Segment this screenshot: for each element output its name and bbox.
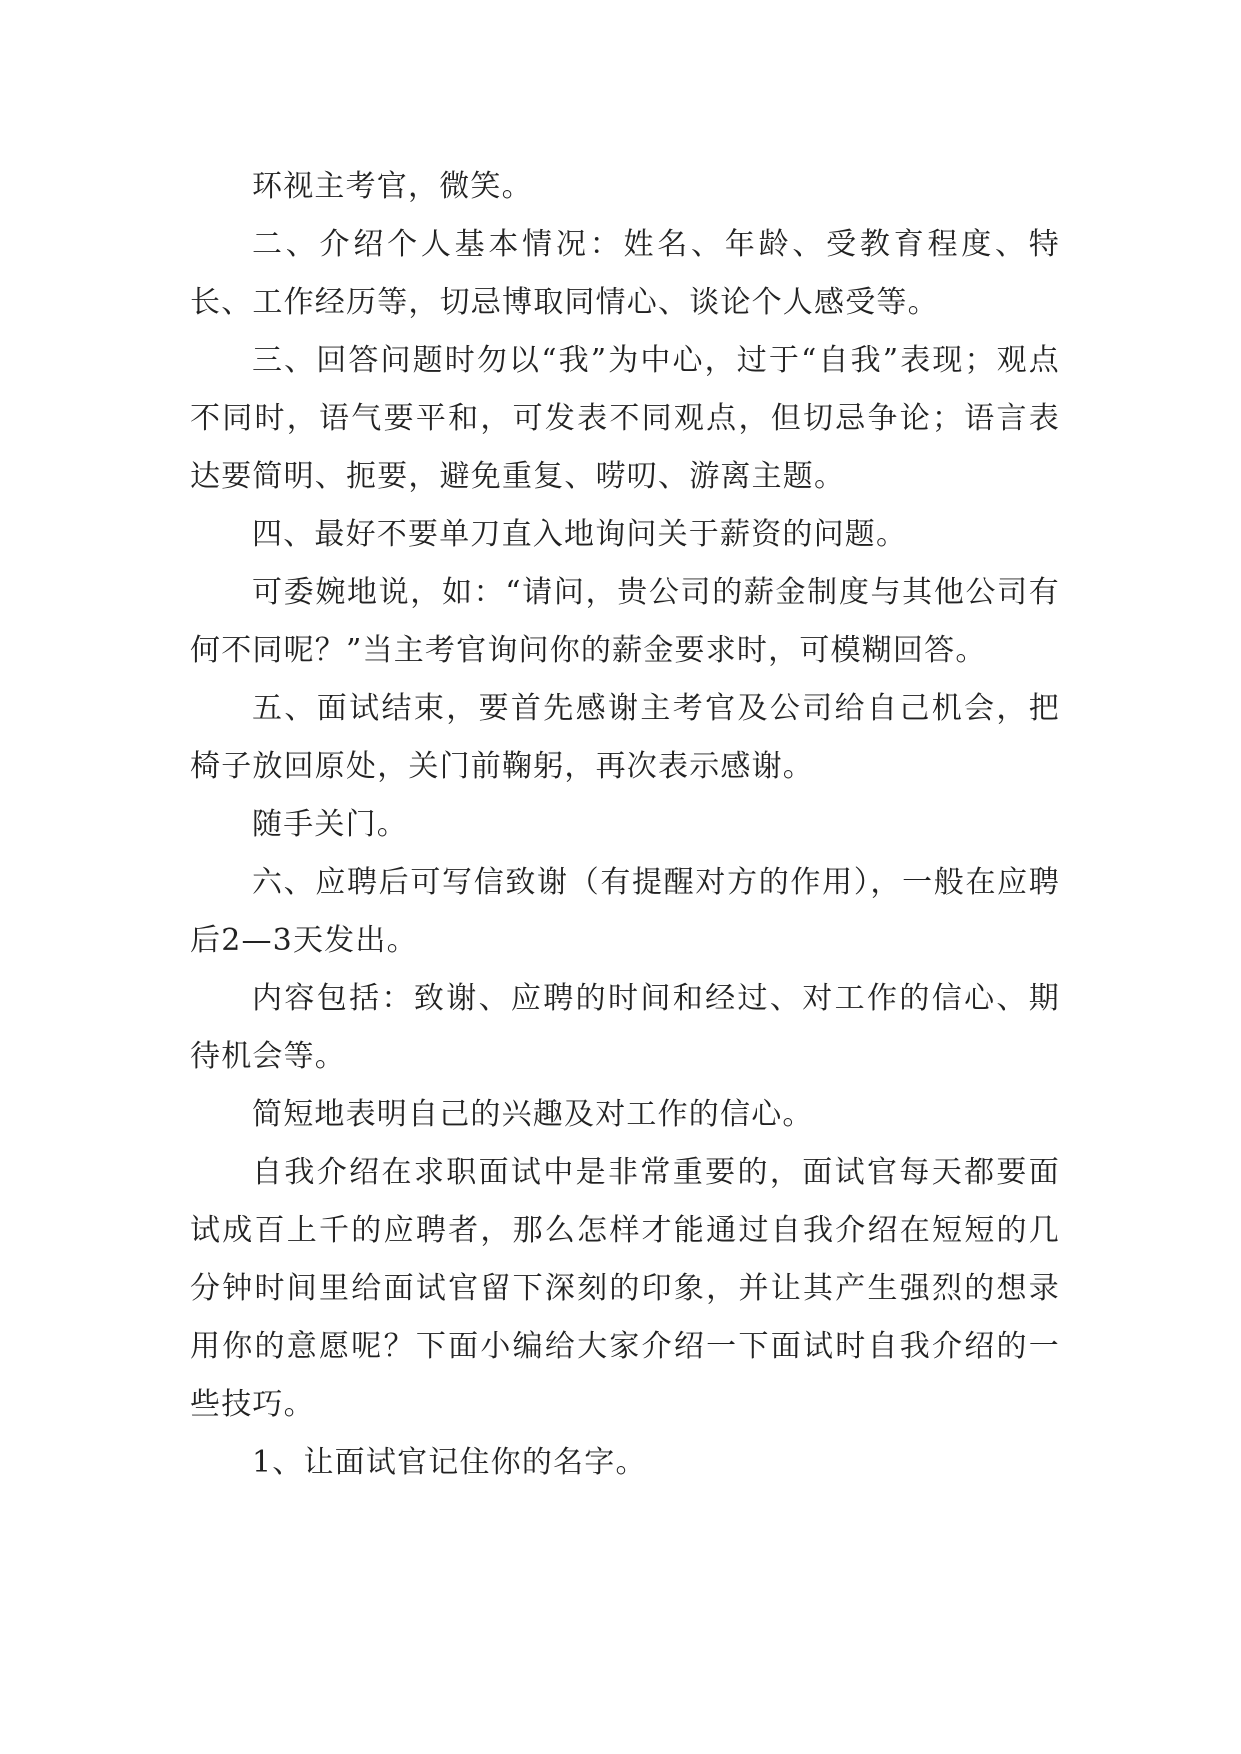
paragraph-tip-1: 1、让面试官记住你的名字。 (252, 1445, 647, 1480)
document-body (190, 158, 1060, 1492)
paragraph-thank-letter: 六、应聘后可写信致谢（有提醒对方的作用），一般在应聘后2—3天发出。 (190, 865, 1060, 958)
paragraph-letter-content: 内容包括：致谢、应聘的时间和经过、对工作的信心、期待机会等。 (190, 981, 1060, 1074)
paragraph-salary-tip: 可委婉地说，如：“请问，贵公司的薪金制度与其他公司有何不同呢？”当主考官询问你的薪金要求时，可模糊回答。 (190, 575, 1060, 668)
paragraph-answering: 三、回答问题时勿以“我”为中心，过于“自我”表现；观点不同时，语气要平和，可发表不同观点，但切忌争论；语言表达要简明、扼要，避免重复、唠叨、游离主题。 (190, 343, 1060, 494)
paragraph-basic-info: 二、介绍个人基本情况：姓名、年龄、受教育程度、特长、工作经历等，切忌博取同情心、谈论个人感受等。 (190, 227, 1060, 320)
paragraph-interest: 简短地表明自己的兴趣及对工作的信心。 (252, 1097, 814, 1132)
paragraph-self-intro: 自我介绍在求职面试中是非常重要的，面试官每天都要面试成百上千的应聘者，那么怎样才能通过自我介绍在短短的几分钟时间里给面试官留下深刻的印象，并让其产生强烈的想录用你的意愿呢？下面小编给大家介绍一下面试时自我介绍的一些技巧。 (190, 1155, 1060, 1422)
paragraph-salary: 四、最好不要单刀直入地询问关于薪资的问题。 (252, 517, 908, 552)
paragraph-smile: 环视主考官，微笑。 (252, 169, 533, 204)
paragraph-interview-end: 五、面试结束，要首先感谢主考官及公司给自己机会，把椅子放回原处，关门前鞠躬，再次表示感谢。 (190, 691, 1060, 784)
paragraph-close-door: 随手关门。 (252, 807, 408, 842)
